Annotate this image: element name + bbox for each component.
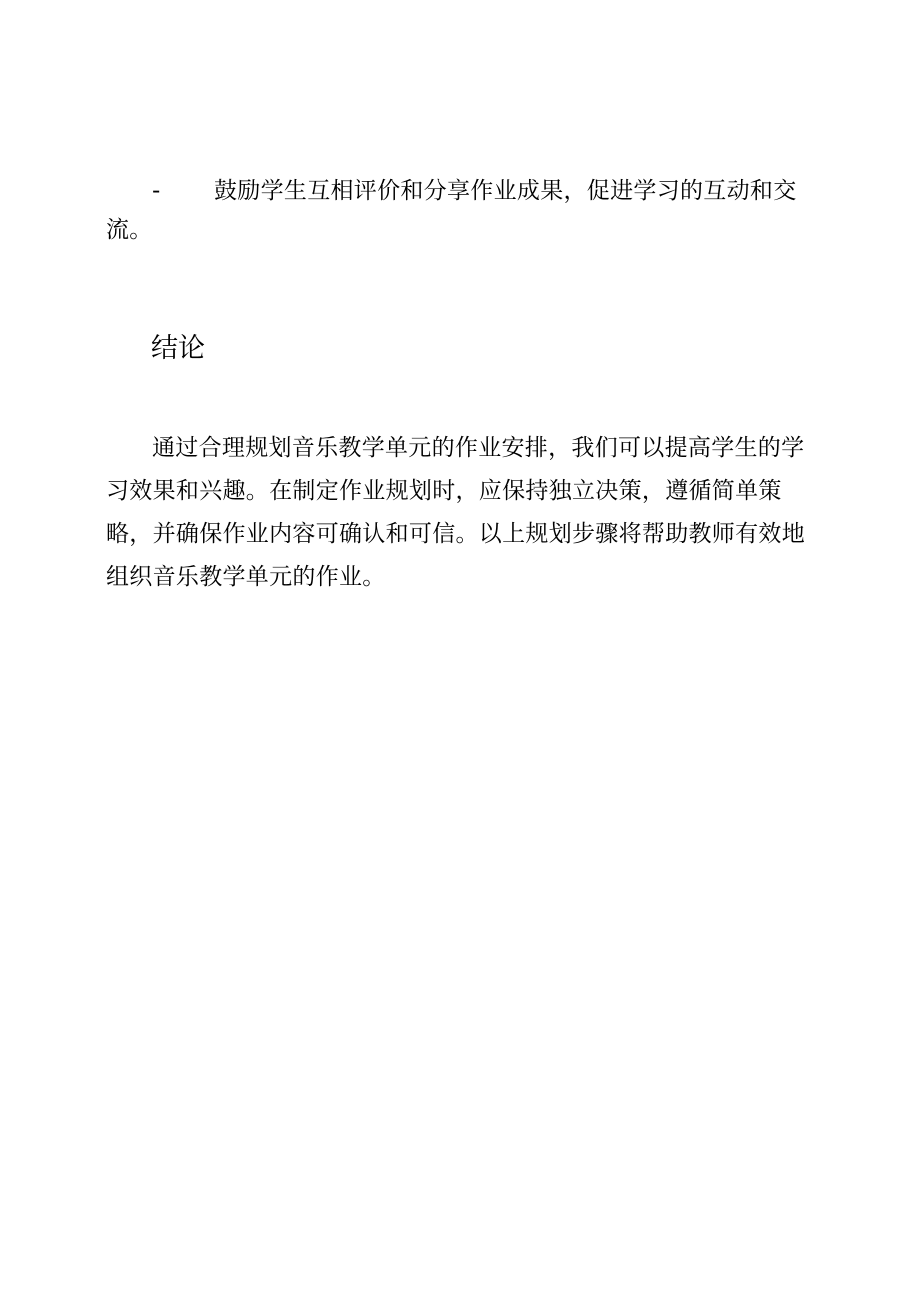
conclusion-paragraph: 通过合理规划音乐教学单元的作业安排，我们可以提高学生的学习效果和兴趣。在制定作业规划时，应保持独立决策，遵循简单策略，并确保作业内容可确认和可信。以上规划步骤将帮助教师有效地组织音乐教学单元的作业。 [106,435,805,590]
bullet-item [106,172,826,250]
section-heading: 结论 [151,333,205,364]
bullet-text: 鼓励学生互相评价和分享作业成果，促进学习的互动和交流。 [106,178,797,243]
bullet-marker: - [152,178,161,204]
